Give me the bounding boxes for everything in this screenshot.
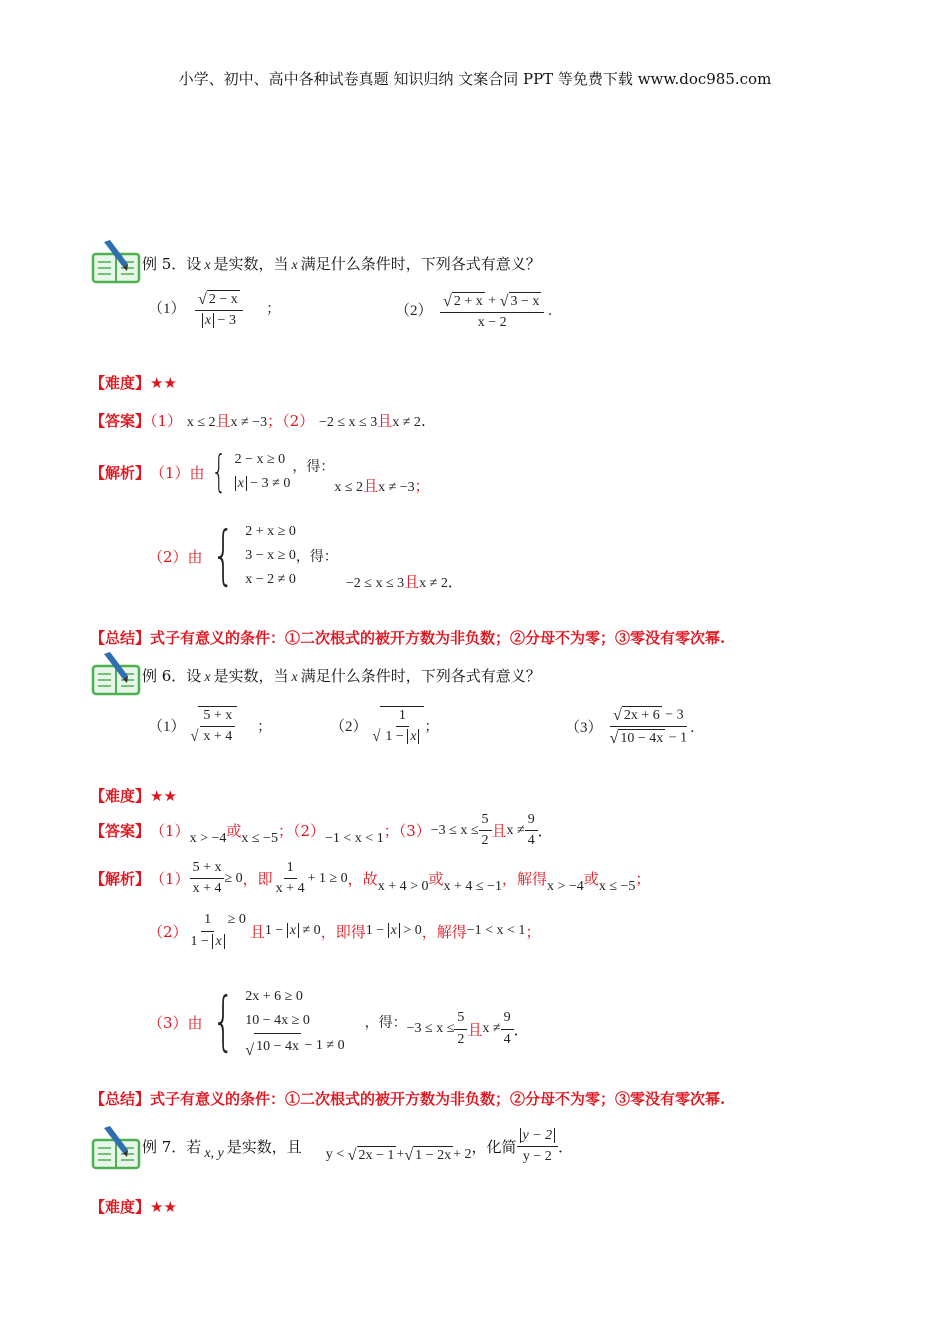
page-header: 小学、初中、高中各种试卷真题 知识归纳 文案合同 PPT 等免费下载 www.doc985.com — [178, 70, 772, 88]
book-pencil-icon — [90, 240, 142, 284]
ex5-title: 例 5．设 x 是实数，当 x 满足什么条件时，下列各式有意义？ — [142, 255, 541, 273]
ex7-difficulty: 【难度】★★ — [90, 1198, 177, 1216]
ex7-title: 例 7．若 x, y 是实数，且 y < √ 2x − 1 + √ 1 − 2x + 2 ，化简 $\frac{y - 2}{y - 2}$ ． — [142, 1128, 574, 1165]
ex5-analysis-1: 【解析】 （1）由 { 2 − x ≥ 0 x − 3 ≠ 0 ，得： x ≤ 2且x ≠ −3； — [90, 446, 430, 497]
ex5-problem-1: （1） √ 2 − x x − 3 ； — [148, 291, 281, 329]
ex5-difficulty: 【难度】★★ — [90, 374, 177, 392]
ex6-problem-1: （1） √ $\frac{5 + x}{x + 4}$ ； — [148, 708, 272, 746]
ex6-analysis-3: （3）由 { 2x + 6 ≥ 0 10 − 4x ≥ 0 √ 10 − 4x − 1 ≠ 0 ，得： −3 ≤ x ≤ $\frac{5}{2}$ 且 x ≠ $\frac{9}{4}$ ． — [148, 985, 529, 1059]
ex6-title: 例 6．设 x 是实数，当 x 满足什么条件时，下列各式有意义？ — [142, 667, 541, 685]
ex6-problem-2: （2） √ $\frac{1}{1 - x}$ ； — [330, 708, 439, 746]
ex5-summary: 【总结】式子有意义的条件：①二次根式的被开方数为非负数；②分母不为零；③零没有零次幂. — [90, 629, 726, 647]
ex6-answer: 【答案】 （1） x > −4 或 x ≤ −5 ；（2） −1 < x < 1 ；（3） −3 ≤ x ≤ $\frac{5}{2}$ 且 x ≠ $\frac{9}{4}$ ． — [90, 812, 553, 849]
ex6-difficulty: 【难度】★★ — [90, 787, 177, 805]
ex6-analysis-2: （2） $\frac{1}{1 - x}$ ≥ 0 且 1 − x ≠ 0 ，即得 1 − x > 0 ，解得 −1 < x < 1 ； — [148, 912, 541, 949]
ex5-problem-2: （2） √ 2 + x + √ 3 − x x − 2 ． — [395, 293, 562, 331]
ex6-problem-3: （3） √ 2x + 6 − 3 √ 10 − 4x − 1 ． — [565, 707, 705, 748]
ex5-answer: 【答案】（1） x ≤ 2且x ≠ −3；（2） −2 ≤ x ≤ 3且x ≠ 2. — [90, 412, 426, 430]
ex6-summary: 【总结】式子有意义的条件：①二次根式的被开方数为非负数；②分母不为零；③零没有零次幂. — [90, 1090, 726, 1108]
ex6-analysis-1: 【解析】 （1） $\frac{5 + x}{x + 4}$ ≥ 0 ，即 $\frac{1}{x + 4}$ + 1 ≥ 0 ，故 x + 4 > 0 或 x + 4 ≤ −1 ，解得 x > −4 或 x ≤ −5 ； — [90, 860, 651, 897]
book-pencil-icon — [90, 652, 142, 696]
book-pencil-icon — [90, 1126, 142, 1170]
ex5-analysis-2: （2）由 { 2 + x ≥ 0 3 − x ≥ 0 x − 2 ≠ 0 ，得： −2 ≤ x ≤ 3且x ≠ 2． — [148, 519, 463, 593]
